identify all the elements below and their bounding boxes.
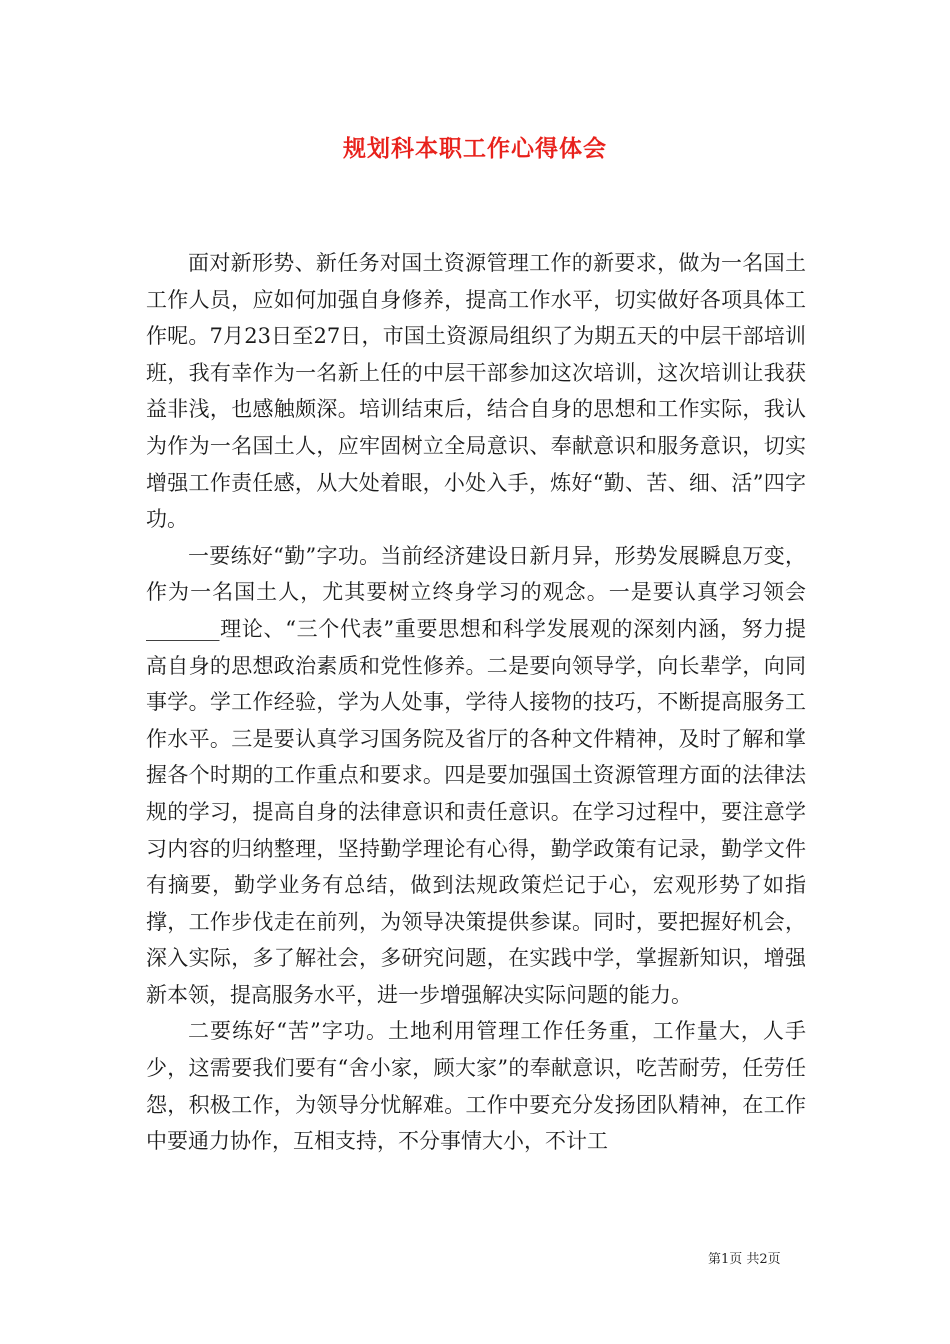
paragraph-ku: 二要练好“苦”字功。土地利用管理工作任务重，工作量大，人手少，这需要我们要有“舍小家，顾大家”的奉献意识，吃苦耐劳，任劳任怨，积极工作，为领导分忧解难。工作中要充分发扬团队精神，在工作中要通力协作，互相支持，不分事情大小，不计工 xyxy=(146,1019,806,1154)
page-number: 第1页 共2页 xyxy=(708,1252,781,1267)
document-body xyxy=(146,245,806,1160)
paragraph-intro: 面对新形势、新任务对国土资源管理工作的新要求，做为一名国土工作人员，应如何加强自身修养，提高工作水平，切实做好各项具体工作呢。7月23日至27日，市国土资源局组织了为期五天的中层干部培训班，我有幸作为一名新上任的中层干部参加这次培训，这次培训让我获益非浅，也感触颇深。培训结束后，结合自身的思想和工作实际，我认为作为一名国土人，应牢固树立全局意识、奉献意识和服务意识，切实增强工作责任感，从大处着眼，小处入手，炼好“勤、苦、细、活”四字功。 xyxy=(146,251,806,532)
document-title: 规划科本职工作心得体会 xyxy=(343,135,607,162)
paragraph-qin: 一要练好“勤”字功。当前经济建设日新月异，形势发展瞬息万变，作为一名国土人，尤其要树立终身学习的观念。一是要认真学习领会_______理论、“三个代表”重要思想和科学发展观的深刻内涵，努力提高自身的思想政治素质和党性修养。二是要向领导学，向长辈学，向同事学。学工作经验，学为人处事，学待人接物的技巧，不断提高服务工作水平。三是要认真学习国务院及省厅的各种文件精神，及时了解和掌握各个时期的工作重点和要求。四是要加强国土资源管理方面的法律法规的学习，提高自身的法律意识和责任意识。在学习过程中，要注意学习内容的归纳整理，坚持勤学理论有心得，勤学政策有记录，勤学文件有摘要，勤学业务有总结，做到法规政策烂记于心，宏观形势了如指撑，工作步伐走在前列，为领导决策提供参谋。同时，要把握好机会，深入实际，多了解社会，多研究问题，在实践中学，掌握新知识，增强新本领，提高服务水平，进一步增强解决实际问题的能力。 xyxy=(146,543,806,1007)
